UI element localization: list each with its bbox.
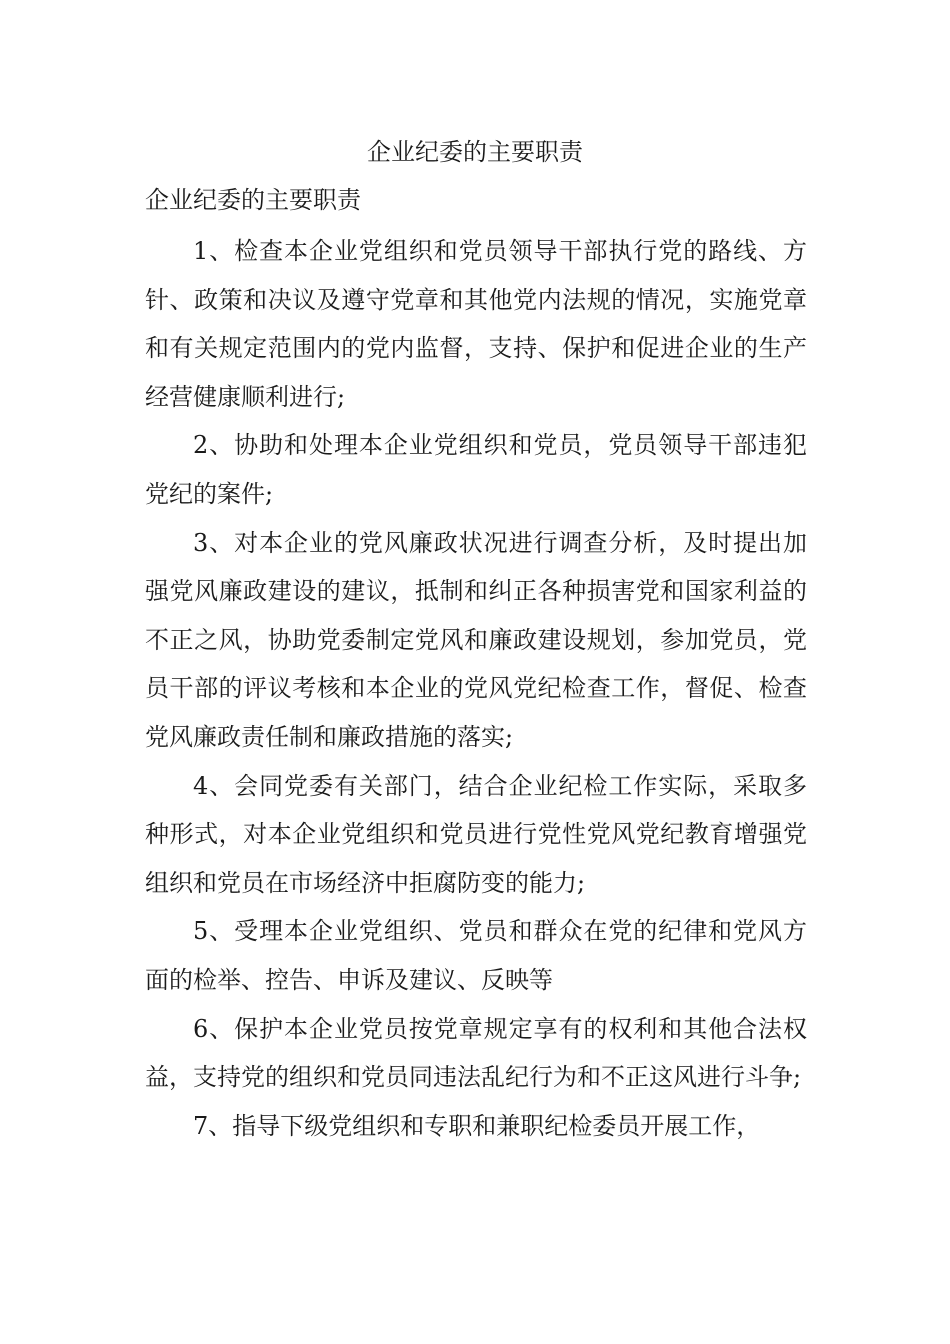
paragraph-3: 3、对本企业的党风廉政状况进行调查分析，及时提出加强党风廉政建设的建议，抵制和纠正各种损害党和国家利益的不正之风，协助党委制定党风和廉政建设规划，参加党员，党员干部的评议考核和本企业的党风党纪检查工作，督促、检查党风廉政责任制和廉政措施的落实; bbox=[145, 528, 807, 751]
document-title: 企业纪委的主要职责 bbox=[367, 138, 583, 166]
paragraph-1: 1、检查本企业党组织和党员领导干部执行党的路线、方针、政策和决议及遵守党章和其他党内法规的情况，实施党章和有关规定范围内的党内监督，支持、保护和促进企业的生产经营健康顺利进行; bbox=[145, 237, 807, 411]
paragraph-6: 6、保护本企业党员按党章规定享有的权利和其他合法权益，支持党的组织和党员同违法乱纪行为和不正这风进行斗争; bbox=[145, 1014, 807, 1092]
document-subtitle: 企业纪委的主要职责 bbox=[145, 186, 361, 214]
paragraph-4: 4、会同党委有关部门，结合企业纪检工作实际，采取多种形式，对本企业党组织和党员进行党性党风党纪教育增强党组织和党员在市场经济中拒腐防变的能力; bbox=[145, 771, 807, 897]
paragraph-2: 2、协助和处理本企业党组织和党员，党员领导干部违犯党纪的案件; bbox=[145, 431, 807, 508]
paragraph-5: 5、受理本企业党组织、党员和群众在党的纪律和党风方面的检举、控告、申诉及建议、反映等 bbox=[145, 917, 807, 994]
document-body bbox=[145, 227, 807, 1150]
paragraph-7: 7、指导下级党组织和专职和兼职纪检委员开展工作， bbox=[193, 1111, 761, 1140]
